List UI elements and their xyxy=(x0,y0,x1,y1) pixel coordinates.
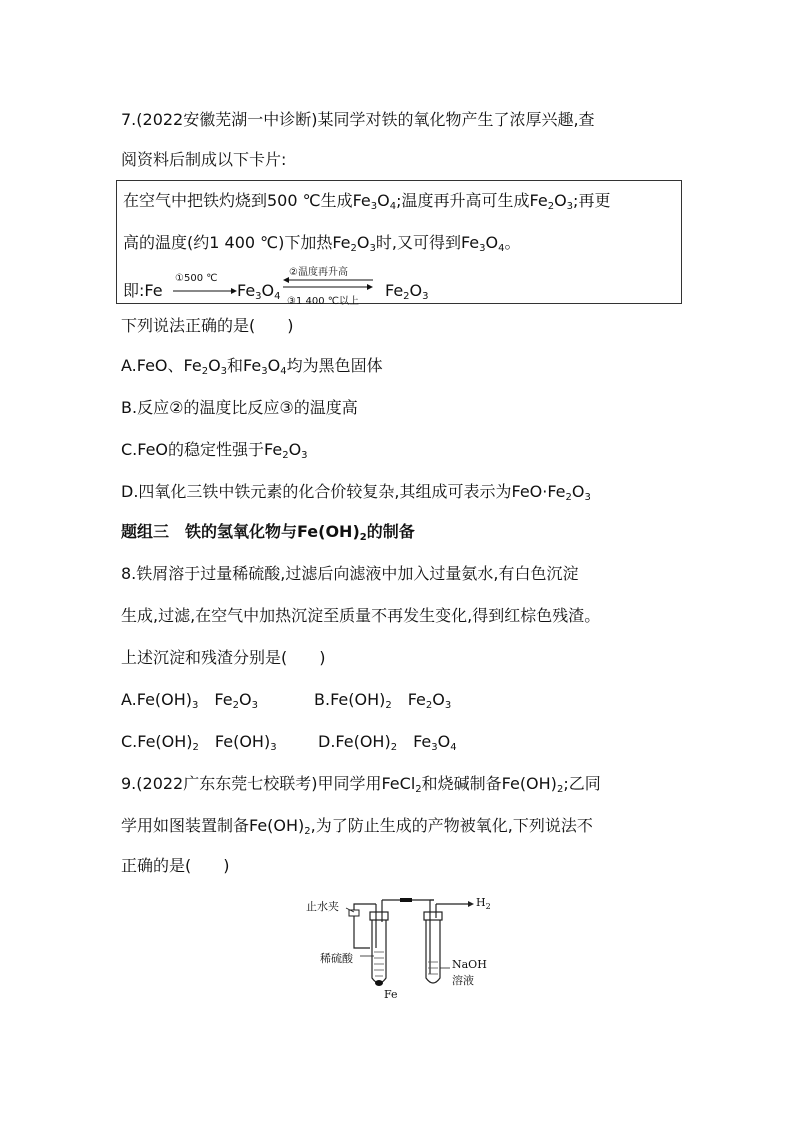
q8-option-c: $C.Fe(OH)_2$ $Fe(OH)_3$ xyxy=(121,732,277,753)
q7-option-d: D.四氧化三铁中铁元素的化合价较复杂,其组成可表示为$FeO\cdot Fe_2O_3$ xyxy=(121,482,591,503)
label-h2: $H_2$ xyxy=(476,896,491,911)
q7-option-b: B.反应②的温度比反应③的温度高 xyxy=(121,398,358,417)
q9-line2: 学用如图装置制备$Fe(OH)_2$,为了防止生成的产物被氧化,下列说法不 xyxy=(121,816,593,837)
q9-line1: 9.(2022广东东莞七校联考)甲同学用FeCl$_2$和烧碱制备$Fe(OH)_2$;乙同 xyxy=(121,774,601,795)
apparatus-figure xyxy=(300,888,500,1008)
q7-line2: 阅资料后制成以下卡片: xyxy=(121,150,287,169)
card-line1: 在空气中把铁灼烧到500 ℃生成$Fe_3O_4$;温度再升高可生成$Fe_2O_3$;再更 xyxy=(123,191,611,212)
q8-line3: 上述沉淀和残渣分别是( ) xyxy=(121,648,326,667)
q8-line2: 生成,过滤,在空气中加热沉淀至质量不再发生变化,得到红棕色残渣。 xyxy=(121,606,601,625)
label-naoh: NaOH xyxy=(452,958,487,971)
q8-option-b: $B.Fe(OH)_2$ $Fe_2O_3$ xyxy=(314,690,452,711)
card-line2: 高的温度(约1 400 ℃)下加热$Fe_2O_3$时,又可得到$Fe_3O_4$。 xyxy=(123,233,521,254)
q8-option-d: $D.Fe(OH)_2$ $Fe_3O_4$ xyxy=(318,732,457,753)
label-clamp: 止水夹 xyxy=(306,900,339,913)
q8-line1: 8.铁屑溶于过量稀硫酸,过滤后向滤液中加入过量氨水,有白色沉淀 xyxy=(121,564,579,583)
equation-end: $Fe_2O_3$ xyxy=(385,281,429,302)
arrow3-label: ③1 400 ℃以上 xyxy=(287,296,360,307)
arrow2-label: ②温度再升高 xyxy=(289,267,348,278)
label-acid: 稀硫酸 xyxy=(320,952,353,965)
info-card xyxy=(116,180,682,307)
q7-stem: 下列说法正确的是( ) xyxy=(121,316,294,335)
q7-line1: 7.(2022安徽芜湖一中诊断)某同学对铁的氧化物产生了浓厚兴趣,查 xyxy=(121,110,595,129)
section-heading: 题组三 铁的氢氧化物与$Fe(OH)_2$的制备 xyxy=(121,522,415,543)
q7-option-a: A.FeO、$Fe_2O_3$和$Fe_3O_4$均为黑色固体 xyxy=(121,356,383,377)
arrow1-icon xyxy=(173,287,237,295)
double-arrow-icon xyxy=(283,276,375,292)
q9-line3: 正确的是( ) xyxy=(121,856,230,875)
q7-option-c: C.FeO的稳定性强于$Fe_2O_3$ xyxy=(121,440,308,461)
label-solution: 溶液 xyxy=(452,974,474,987)
arrow1-label: ①500 ℃ xyxy=(175,273,218,284)
label-fe: Fe xyxy=(384,988,398,1001)
equation-prefix: 即:Fe xyxy=(123,281,163,300)
equation-mid: $Fe_3O_4$ xyxy=(237,281,281,302)
q8-option-a: $A.Fe(OH)_3$ $Fe_2O_3$ xyxy=(121,690,258,711)
